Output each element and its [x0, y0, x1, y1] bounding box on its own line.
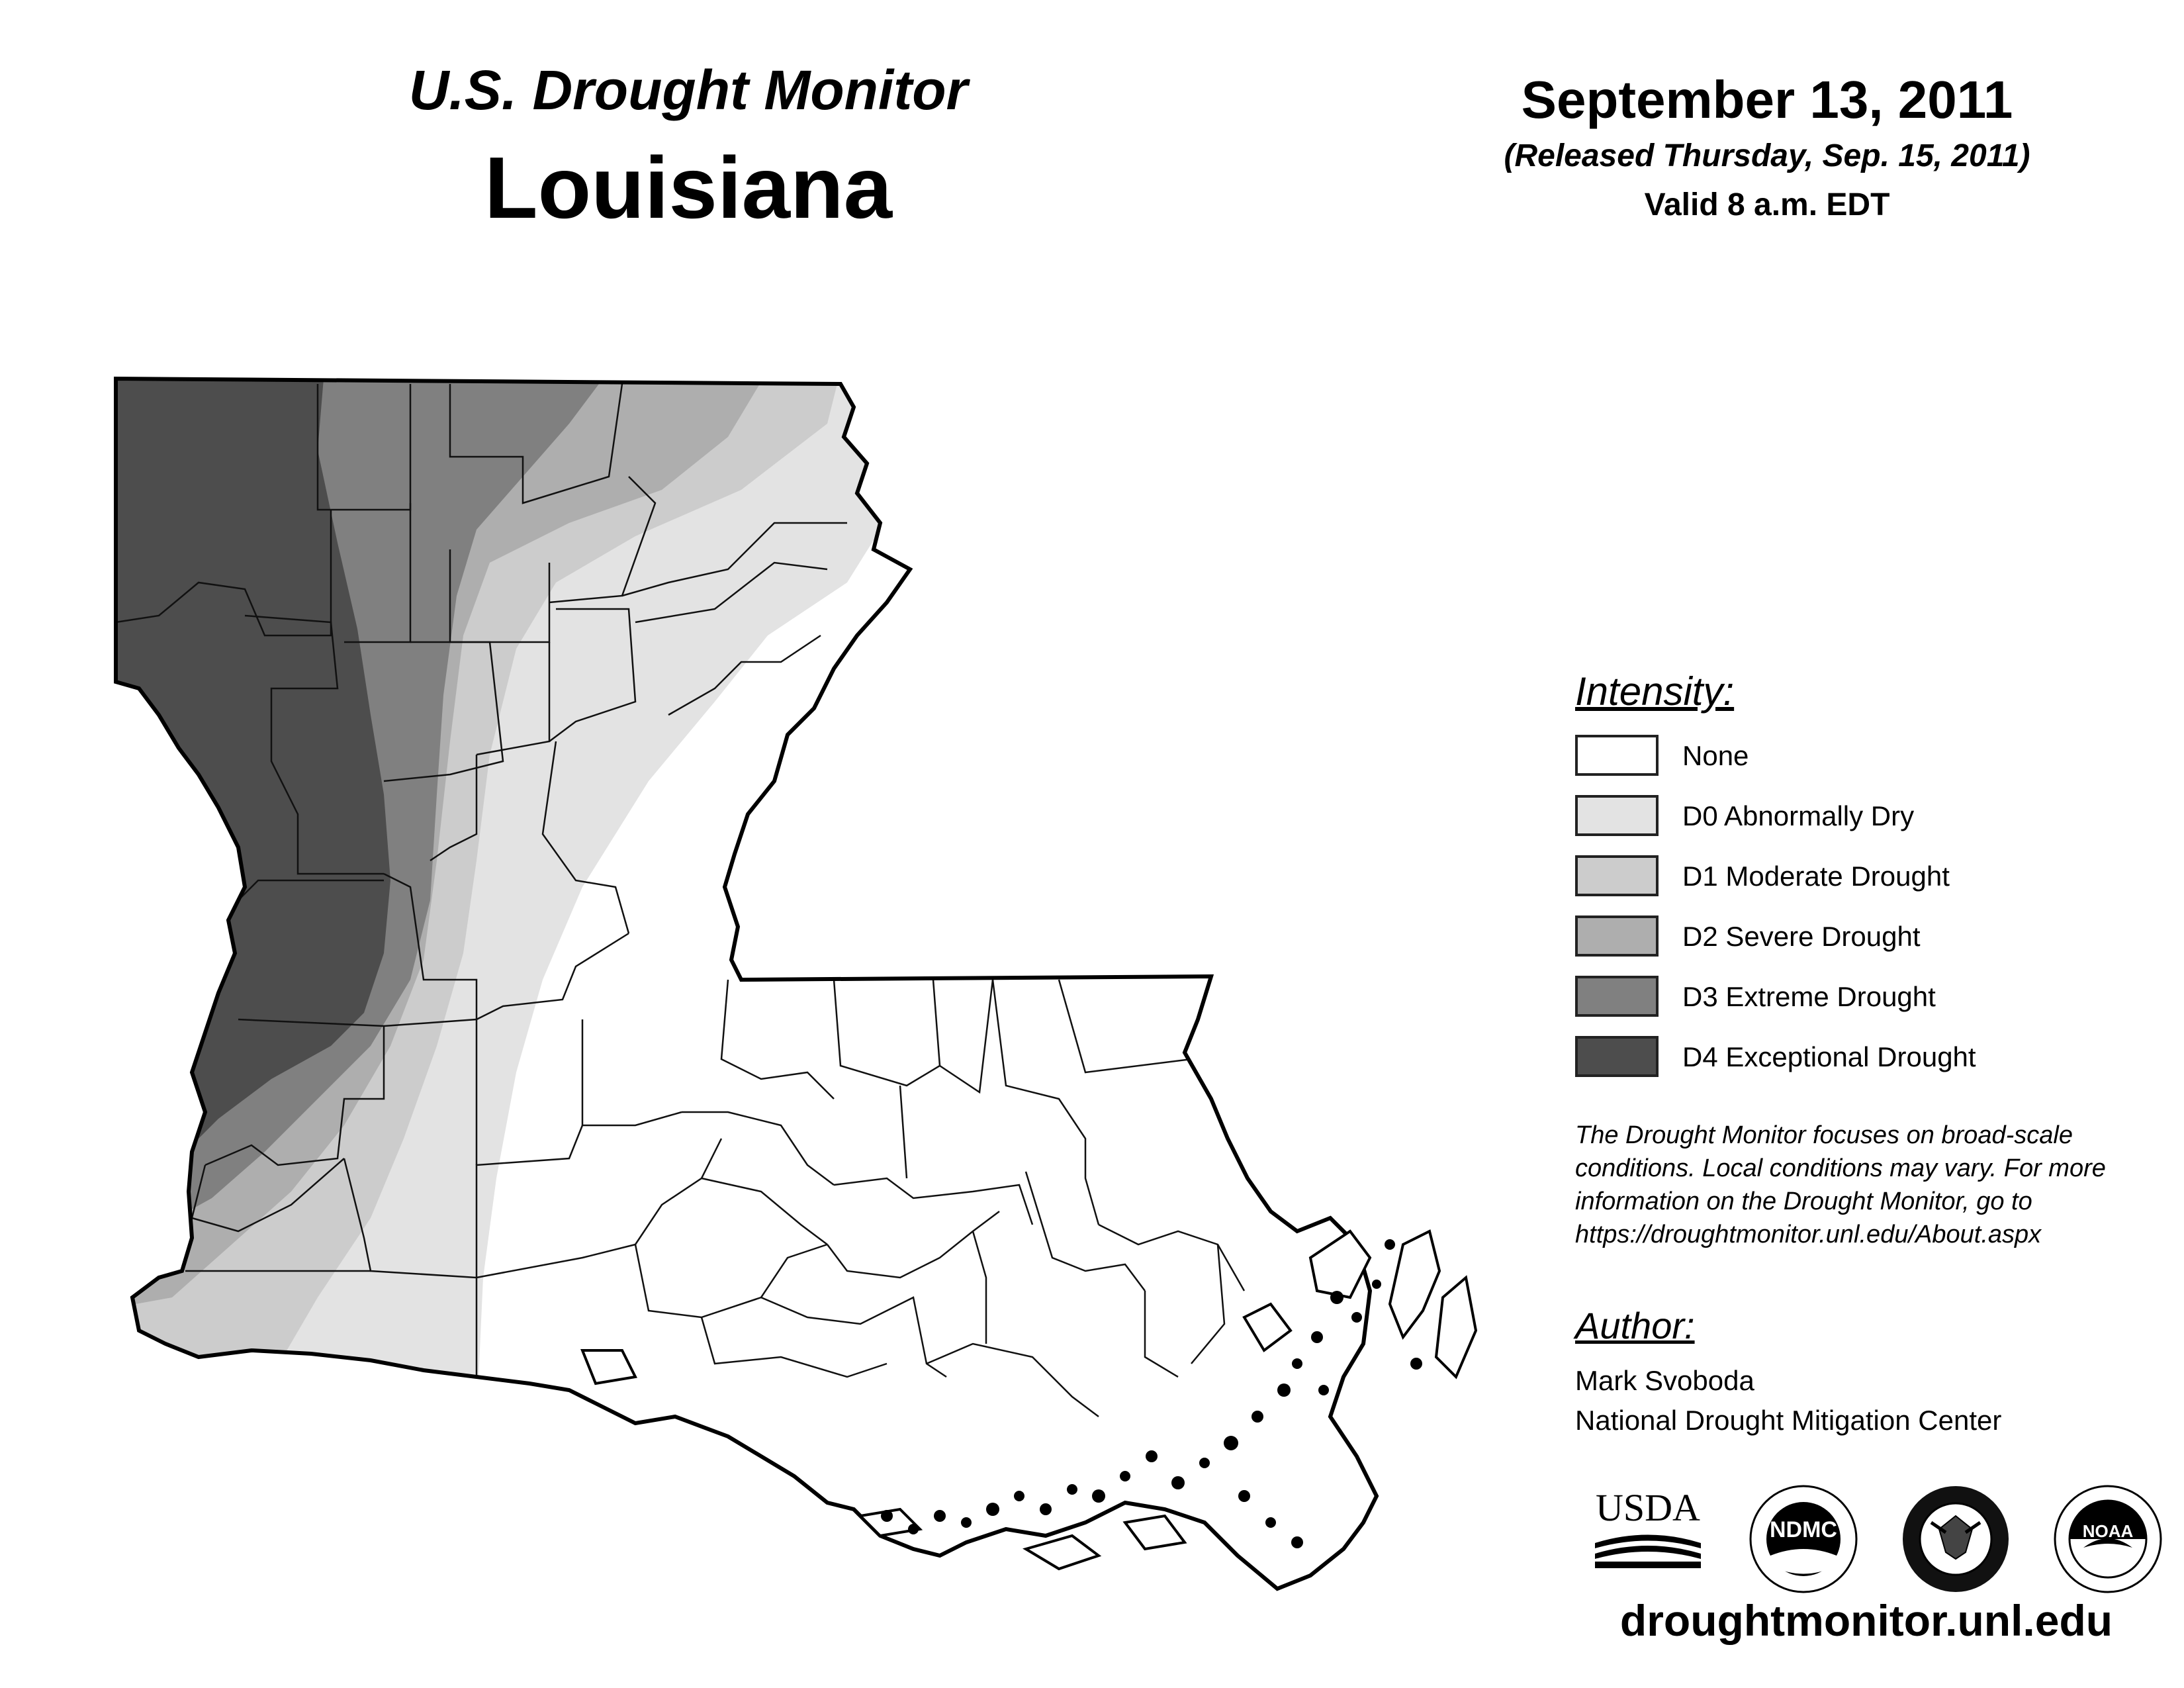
legend-label: D3 Extreme Drought — [1682, 981, 1936, 1012]
usda-logo — [1595, 1483, 1701, 1575]
legend-label: D4 Exceptional Drought — [1682, 1041, 1976, 1072]
legend-label: D0 Abnormally Dry — [1682, 800, 1915, 831]
legend-swatch — [1575, 915, 1659, 957]
legend-swatch — [1575, 976, 1659, 1017]
usda-logo-text: USDA — [1596, 1486, 1700, 1529]
release-date: (Released Thursday, Sep. 15, 2011) — [1504, 138, 2030, 173]
valid-time: Valid 8 a.m. EDT — [1644, 187, 1890, 222]
legend-swatch — [1575, 795, 1659, 836]
author-title: Author: — [1575, 1305, 1695, 1346]
disclaimer-note: The Drought Monitor focuses on broad-scale conditions. Local conditions may vary. For more information on the Drought Monitor, go to https://droughtmonitor.unl.edu/About.aspx — [1575, 1121, 2106, 1248]
noaa-logo-text: NOAA — [2082, 1521, 2134, 1541]
legend-label: D1 Moderate Drought — [1682, 861, 1950, 892]
drought-categories — [0, 331, 1522, 1622]
website-url[interactable]: droughtmonitor.unl.edu — [1619, 1596, 2113, 1645]
map-date: September 13, 2011 — [1521, 70, 2013, 129]
legend-swatch — [1575, 735, 1659, 776]
department-of-commerce-logo — [1899, 1483, 2012, 1595]
legend-label: None — [1682, 740, 1749, 771]
author-organization: National Drought Mitigation Center — [1575, 1405, 2002, 1436]
ndmc-logo-text: NDMC — [1770, 1517, 1837, 1542]
noaa-logo — [2052, 1483, 2164, 1595]
product-title: U.S. Drought Monitor — [408, 59, 968, 121]
legend-label: D2 Severe Drought — [1682, 921, 1921, 952]
author-name: Mark Svoboda — [1575, 1365, 1754, 1396]
legend-swatch — [1575, 855, 1659, 896]
legend-swatch — [1575, 1036, 1659, 1077]
legend-title: Intensity: — [1575, 669, 1735, 714]
department-of-commerce-seal-icon — [1899, 1483, 2012, 1595]
state-title: Louisiana — [484, 139, 893, 236]
usda-hills-icon — [1595, 1530, 1701, 1570]
ndmc-logo — [1747, 1483, 1860, 1595]
